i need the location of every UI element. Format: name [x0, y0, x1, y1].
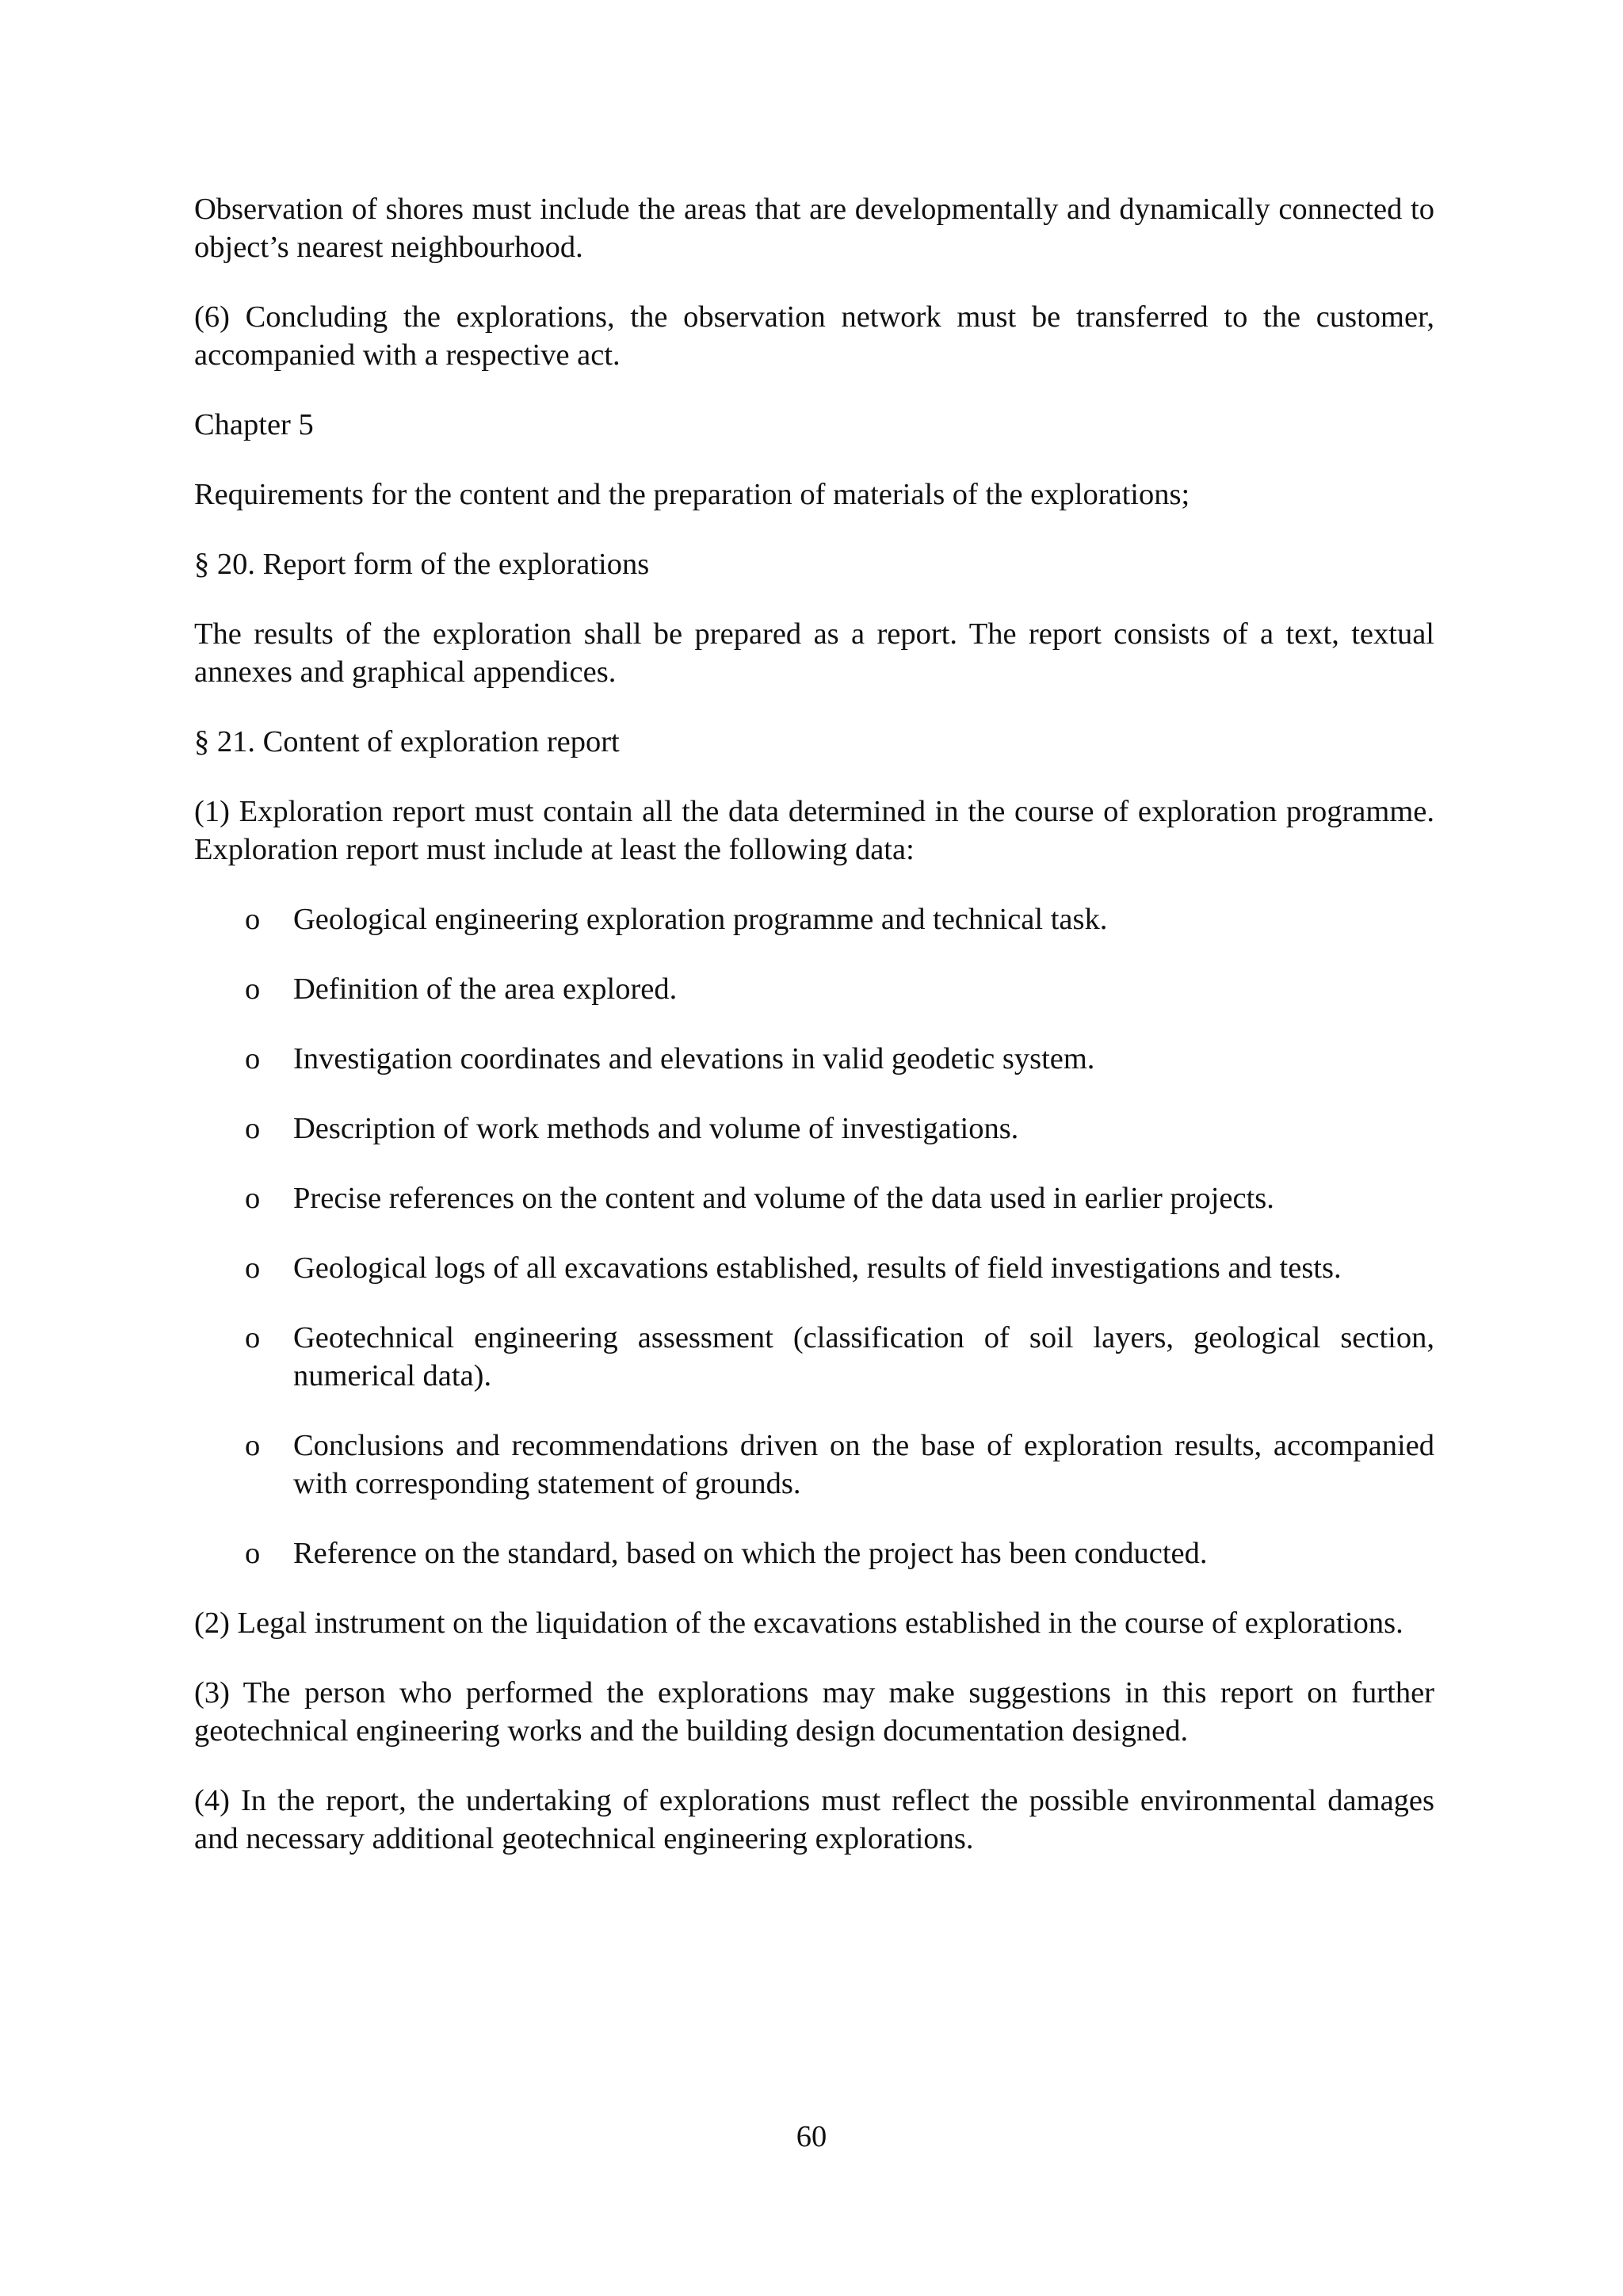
bullet-marker: o — [245, 1112, 261, 1145]
list-item-text: Precise references on the content and volume of the data used in earlier projects. — [293, 1182, 1274, 1215]
paragraph-clause-2: (2) Legal instrument on the liquidation of the excavations established in the course of explorations. — [194, 1606, 1403, 1640]
list-item — [194, 1534, 1434, 1572]
list-item-text: Geological engineering exploration programme and technical task. — [293, 903, 1108, 936]
paragraph-report-form: The results of the exploration shall be prepared as a report. The report consists of a text, textual annexes and graphical appendices. — [194, 617, 1434, 689]
section-heading-20: § 20. Report form of the explorations — [194, 548, 650, 581]
list-item — [194, 1179, 1434, 1217]
bullet-marker: o — [245, 1042, 261, 1075]
list-item-text: Conclusions and recommendations driven on the base of exploration results, accompanied with corresponding statement of grounds. — [293, 1429, 1434, 1500]
bullet-marker: o — [245, 1321, 261, 1354]
section-heading-21: § 21. Content of exploration report — [194, 725, 620, 758]
bullet-marker: o — [245, 972, 261, 1006]
document-page — [194, 190, 1434, 1889]
paragraph-clause-3: (3) The person who performed the explorations may make suggestions in this report on further geotechnical engineering works and the building design documentation designed. — [194, 1676, 1434, 1748]
list-item — [194, 1110, 1434, 1148]
bullet-marker: o — [245, 1537, 261, 1570]
list-item-text: Investigation coordinates and elevations in valid geodetic system. — [293, 1042, 1095, 1075]
paragraph-clause-4: (4) In the report, the undertaking of explorations must reflect the possible environmental damages and necessary additional geotechnical engineering explorations. — [194, 1784, 1434, 1855]
list-item — [194, 1427, 1434, 1503]
list-item — [194, 970, 1434, 1008]
bullet-marker: o — [245, 903, 261, 936]
list-item-text: Definition of the area explored. — [293, 972, 678, 1006]
list-item — [194, 900, 1434, 938]
paragraph-clause-1: (1) Exploration report must contain all the data determined in the course of exploration programme. Exploration report must include at least the following data: — [194, 795, 1434, 866]
list-item — [194, 1040, 1434, 1078]
bullet-marker: o — [245, 1429, 261, 1462]
bullet-marker: o — [245, 1251, 261, 1285]
chapter-heading: Chapter 5 — [194, 408, 314, 441]
list-item-text: Geological logs of all excavations established, results of field investigations and tests. — [293, 1251, 1342, 1285]
report-data-list — [194, 900, 1434, 1572]
list-item — [194, 1249, 1434, 1287]
chapter-title: Requirements for the content and the preparation of materials of the explorations; — [194, 478, 1190, 511]
bullet-marker: o — [245, 1182, 261, 1215]
list-item-text: Description of work methods and volume of investigations. — [293, 1112, 1019, 1145]
paragraph-clause-6: (6) Concluding the explorations, the observation network must be transferred to the customer, accompanied with a respective act. — [194, 300, 1434, 372]
list-item-text: Reference on the standard, based on which the project has been conducted. — [293, 1537, 1208, 1570]
list-item — [194, 1319, 1434, 1395]
paragraph-shores-observation: Observation of shores must include the areas that are developmentally and dynamically connected to object’s nearest neighbourhood. — [194, 193, 1434, 264]
list-item-text: Geotechnical engineering assessment (classification of soil layers, geological section, numerical data). — [293, 1321, 1434, 1392]
page-number: 60 — [796, 2120, 827, 2153]
